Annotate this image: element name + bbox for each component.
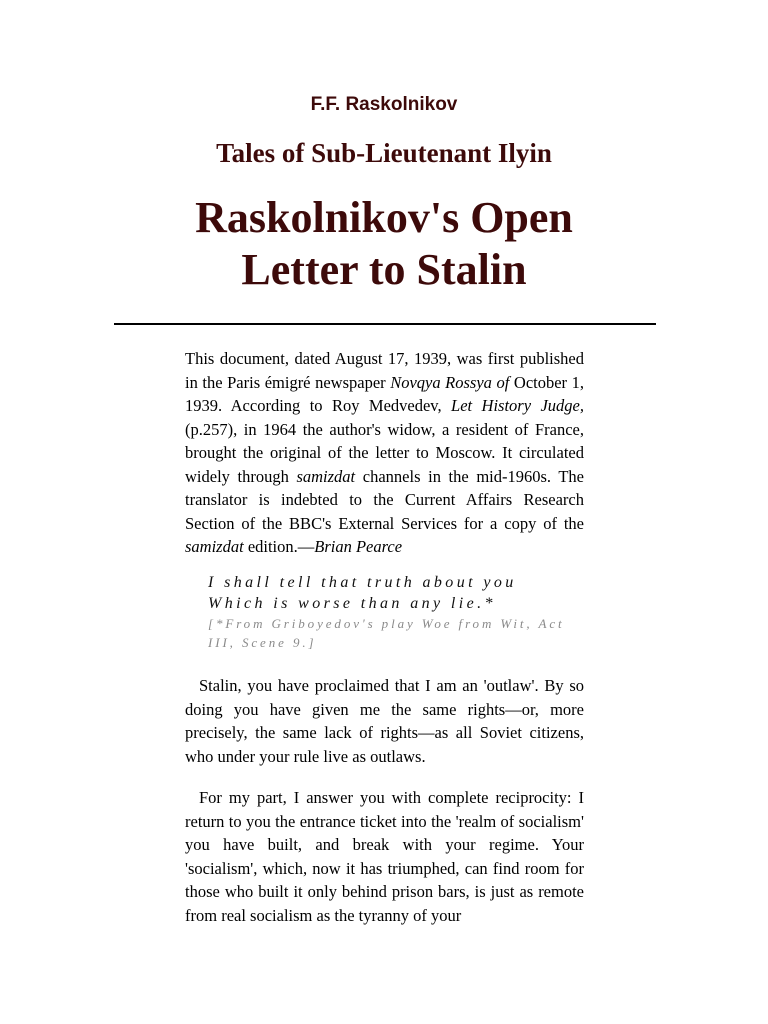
series-title: Tales of Sub-Lieutenant Ilyin: [216, 138, 552, 168]
intro-text-1: This document, dated August 17, 1939, was first published in the Paris émigré newspaper: [185, 349, 584, 392]
title-line-2: Letter to Stalin: [241, 245, 527, 294]
body-paragraph-1: Stalin, you have proclaimed that I am an 'outlaw'. By so doing you have given me the same rights—or, more precisely, the same lack of rights—as all Soviet citizens, who under your rule live as outlaws.: [185, 676, 584, 766]
body-paragraph-2: For my part, I answer you with complete reciprocity: I return to you the entrance ticket into the 'realm of socialism' you have built, and break with your regime. Your 'socialism', which, now it has triumphed, can find room for those who built it only behind prison bars, is just as remote from real socialism as the tyranny of your: [185, 788, 584, 925]
samizdat-term-1: samizdat: [296, 466, 356, 486]
epigraph-line-2: Which is worse than any lie.*: [208, 594, 496, 612]
epigraph-line-1: I shall tell that truth about you: [208, 574, 517, 591]
title-line-1: Raskolnikov's Open: [195, 193, 573, 242]
document-title: [0, 192, 768, 296]
samizdat-term-2: samizdat: [185, 537, 244, 556]
newspaper-name: Novqya Rossya of: [390, 372, 510, 392]
translator-name: Brian Pearce: [314, 537, 403, 556]
intro-text-3: (p.257), in 1964 the author's widow, a resident of France, brought the original of the letter to Moscow. It circulated widely through: [185, 419, 584, 486]
epigraph: [208, 573, 588, 652]
intro-text-5: edition.—: [243, 537, 315, 556]
intro-paragraph: [185, 347, 584, 559]
horizontal-rule: [114, 323, 656, 325]
intro-text-4: channels in the mid-1960s. The translator is indebted to the Current Affairs Research Section of the BBC's External Services for a copy of the: [185, 466, 584, 533]
author-name: F.F. Raskolnikov: [310, 94, 458, 115]
epigraph-footnote: [*From Griboyedov's play Woe from Wit, Act III, Scene 9.]: [208, 616, 565, 650]
book-title: Let History Judge,: [451, 396, 584, 415]
intro-text-2: October 1, 1939. According to Roy Medvedev,: [185, 372, 584, 415]
